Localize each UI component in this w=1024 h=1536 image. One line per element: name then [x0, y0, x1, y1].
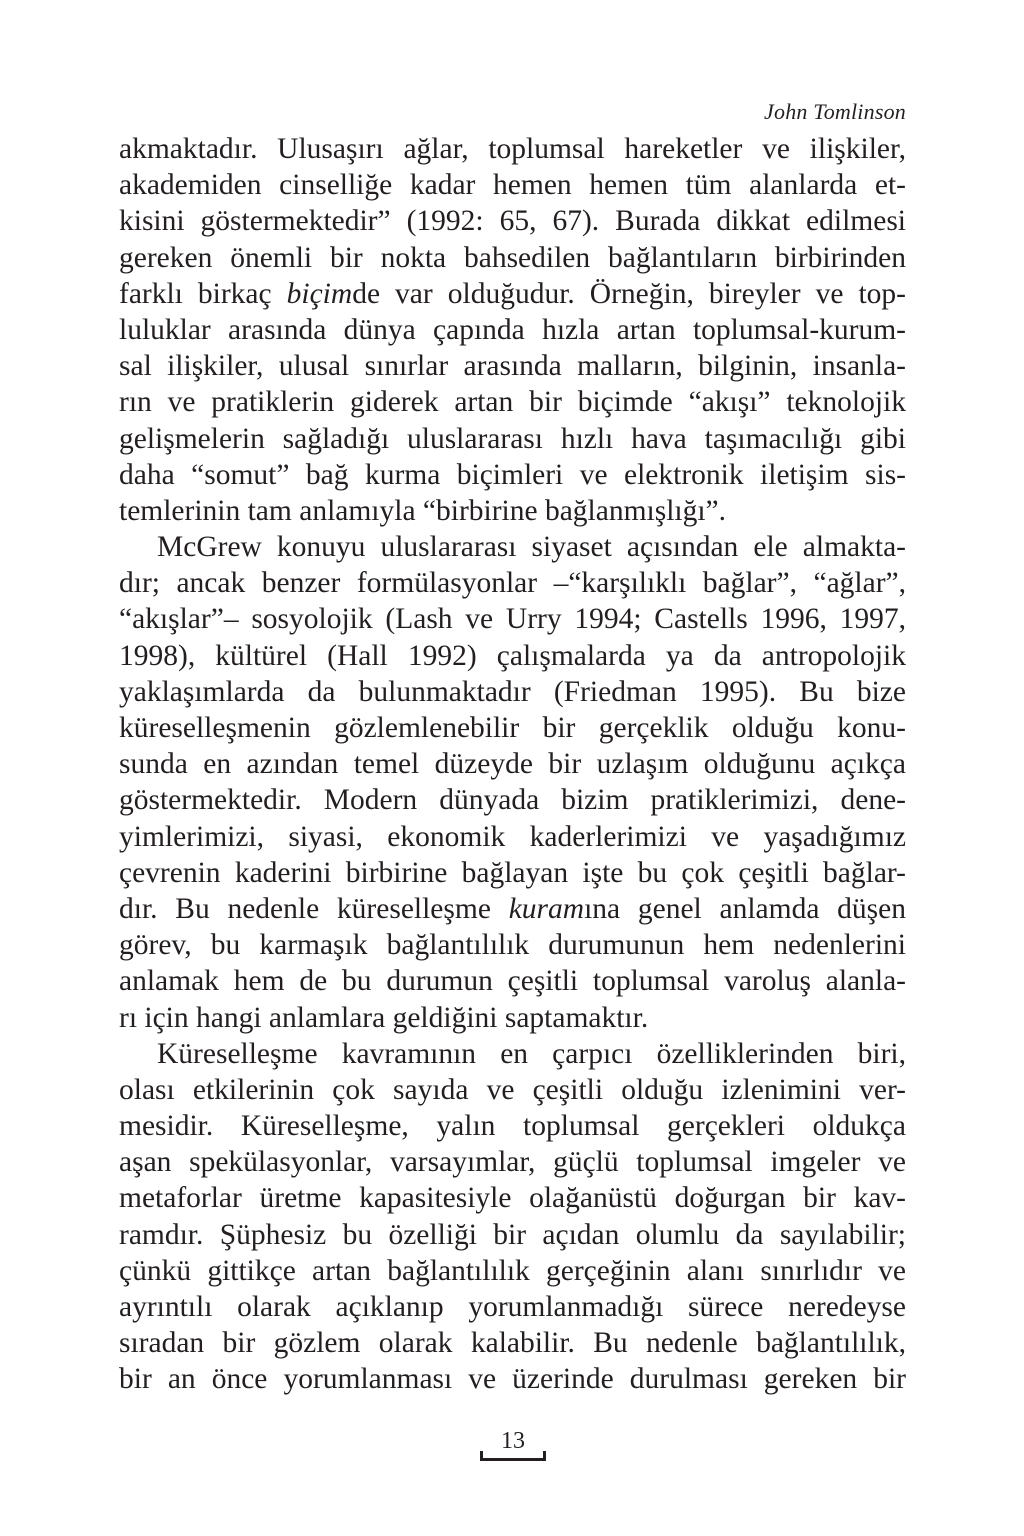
text-line: McGrew konuyu uluslararası siyaset açısından ele almakta- [157, 531, 906, 564]
text-line: rın ve pratiklerin giderek artan bir biçimde “akışı” teknolojik [119, 386, 906, 419]
text-line: sunda en azından temel düzeyde bir uzlaşım olduğunu açıkça [119, 748, 906, 781]
text-line: yaklaşımlarda da bulunmaktadır (Friedman 1995). Bu bize [119, 675, 906, 708]
text-line: olası etkilerinin çok sayıda ve çeşitli olduğu izlenimini ver- [119, 1073, 906, 1106]
text-line [119, 276, 906, 312]
text-segment: farklı birkaç [119, 277, 287, 310]
text-line: görev, bu karmaşık bağlantılılık durumunun hem nedenlerini [119, 929, 906, 962]
text-line: metaforlar üretme kapasitesiyle olağanüstü doğurgan bir kav- [119, 1182, 906, 1215]
text-line: “akışlar”– sosyolojik (Lash ve Urry 1994; Castells 1996, 1997, [119, 603, 906, 636]
italic-term: kuram [508, 892, 585, 925]
page-number: 13 [501, 1428, 525, 1454]
folio-rule-tick-left [480, 1451, 483, 1461]
text-line: akademiden cinselliğe kadar hemen hemen tüm alanlarda et- [119, 169, 906, 202]
text-line: yimlerimizi, siyasi, ekonomik kaderlerimizi ve yaşadığımız [119, 820, 906, 853]
body-text [119, 131, 906, 1398]
text-line: bir an önce yorumlanması ve üzerinde durulması gereken bir [119, 1363, 906, 1396]
text-line: anlamak hem de bu durumun çeşitli toplumsal varoluş alanla- [119, 965, 906, 998]
text-line: küreselleşmenin gözlemlenebilir bir gerçeklik olduğu konu- [119, 712, 906, 744]
italic-term: biçim [286, 277, 353, 310]
text-line: aşan spekülasyonlar, varsayımlar, güçlü toplumsal imgeler ve [119, 1146, 906, 1179]
text-segment: de var olduğudur. Örneğin, bireyler ve top- [352, 277, 906, 310]
paragraph-3 [119, 1036, 906, 1398]
text-line: göstermektedir. Modern dünyada bizim pratiklerimizi, dene- [119, 784, 906, 817]
text-line: gelişmelerin sağladığı uluslararası hızlı hava taşımacılığı gibi [119, 422, 906, 455]
text-line: çünkü gittikçe artan bağlantılılık gerçeğinin alanı sınırlıdır ve [119, 1254, 906, 1287]
text-line: luluklar arasında dünya çapında hızla artan toplumsal-kurum- [119, 313, 906, 346]
text-segment: dır. Bu nedenle küreselleşme [119, 892, 509, 925]
page-footer [480, 1428, 546, 1466]
text-line: ayrıntılı olarak açıklanıp yorumlanmadığı sürece neredeyse [119, 1291, 906, 1323]
text-line: mesidir. Küreselleşme, yalın toplumsal gerçekleri oldukça [119, 1110, 906, 1143]
text-line: sal ilişkiler, ulusal sınırlar arasında malların, bilginin, insanla- [119, 350, 906, 383]
text-line: akmaktadır. Ulusaşırı ağlar, toplumsal hareketler ve ilişkiler, [119, 133, 906, 165]
running-header: John Tomlinson [764, 99, 906, 124]
folio-rule-tick-right [543, 1451, 546, 1461]
text-line: rı için hangi anlamlara geldiğini saptamaktır. [119, 1001, 649, 1034]
folio-rule-bar [480, 1458, 546, 1461]
text-line: gereken önemli bir nokta bahsedilen bağlantıların birbirinden [119, 241, 906, 274]
text-line: ramdır. Şüphesiz bu özelliği bir açıdan olumlu da sayılabilir; [119, 1218, 906, 1251]
folio-ornament [480, 1456, 546, 1466]
text-line: sıradan bir gözlem olarak kalabilir. Bu nedenle bağlantılılık, [119, 1327, 906, 1360]
paragraph-1 [119, 131, 906, 529]
text-line [119, 891, 906, 927]
text-line: kisini göstermektedir” (1992: 65, 67). Burada dikkat edilmesi [119, 205, 906, 238]
text-line: dır; ancak benzer formülasyonlar –“karşılıklı bağlar”, “ağlar”, [119, 567, 906, 600]
text-line: daha “somut” bağ kurma biçimleri ve elektronik iletişim sis- [119, 458, 906, 491]
text-line: 1998), kültürel (Hall 1992) çalışmalarda ya da antropolojik [119, 639, 906, 672]
paragraph-2 [119, 529, 906, 1036]
text-line: temlerinin tam anlamıyla “birbirine bağlanmışlığı”. [119, 494, 727, 527]
text-line: çevrenin kaderini birbirine bağlayan işte bu çok çeşitli bağlar- [119, 856, 906, 889]
text-line: Küreselleşme kavramının en çarpıcı özelliklerinden biri, [157, 1037, 906, 1070]
text-segment: ına genel anlamda düşen [584, 892, 907, 925]
